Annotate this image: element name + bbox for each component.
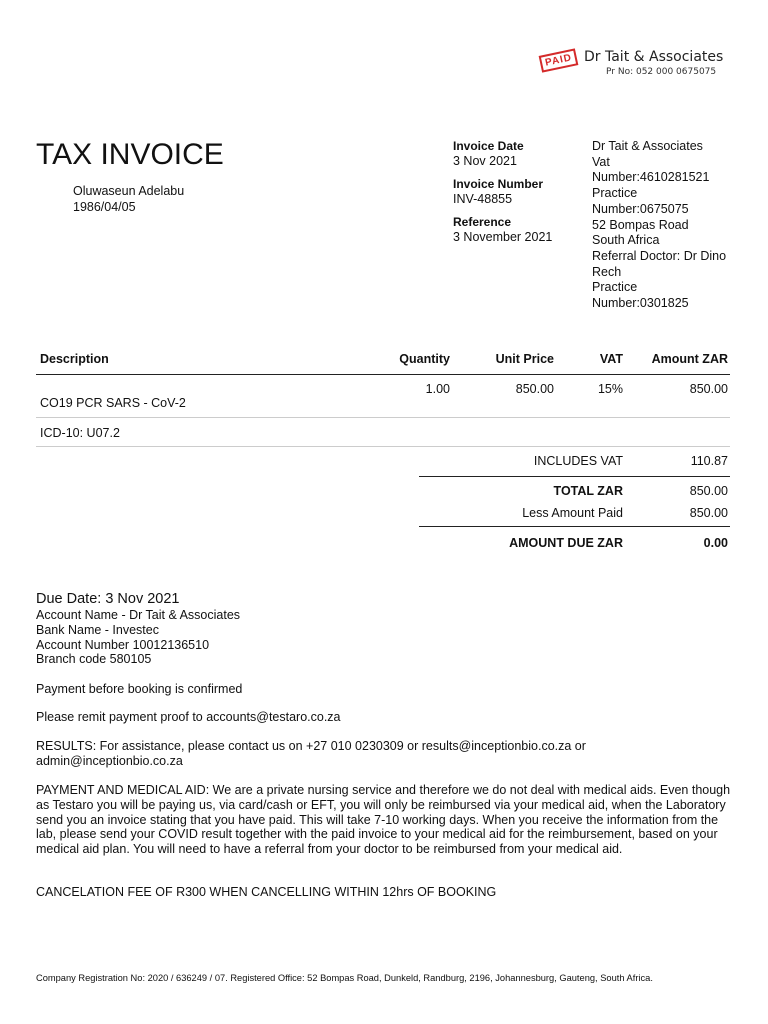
customer-block bbox=[73, 183, 184, 215]
line-items-header bbox=[36, 352, 730, 375]
row-amount: 850.00 bbox=[689, 382, 728, 396]
referral-practice-number: Practice Number:0301825 bbox=[592, 280, 689, 311]
logo-company-name: Dr Tait & Associates bbox=[584, 49, 724, 65]
company-logo bbox=[540, 46, 730, 82]
invoice-meta bbox=[453, 139, 552, 253]
header-unit-price: Unit Price bbox=[495, 352, 554, 366]
practice-name: Dr Tait & Associates bbox=[592, 139, 703, 153]
less-paid-label: Less Amount Paid bbox=[522, 506, 623, 520]
paid-stamp: PAID bbox=[539, 48, 579, 72]
header-quantity: Quantity bbox=[399, 352, 450, 366]
header-vat: VAT bbox=[599, 352, 623, 366]
practice-details bbox=[592, 139, 742, 312]
bank-details bbox=[36, 608, 240, 667]
booking-note: Payment before booking is confirmed bbox=[36, 682, 243, 696]
results-note: RESULTS: For assistance, please contact us on +27 010 0230309 or results@inceptionbio.co.za or admin@inceptionbio.co.za bbox=[36, 739, 586, 768]
invoice-number-value: INV-48855 bbox=[453, 192, 513, 206]
bank-name: Bank Name - Investec bbox=[36, 622, 159, 637]
row-unit-price: 850.00 bbox=[515, 382, 554, 396]
includes-vat-label: INCLUDES VAT bbox=[533, 454, 623, 468]
medical-aid-note: PAYMENT AND MEDICAL AID: We are a private nursing service and therefore we do not deal with medical aids. Even though as Testaro you will be paying us, via card/cash or EFT, you will only be reimbursed via your medical aid, when the Laboratory send you an invoice stating that you have paid. This will take 7-10 working days. When you receive the information from the lab, please send your COVID result together with the paid invoice to your medical aid for the reimbursement, based on your medical aid plan. You will need to have a referral from your doctor to be reimbursed from your medical aid. bbox=[36, 783, 731, 857]
account-name: Account Name - Dr Tait & Associates bbox=[36, 608, 241, 622]
customer-name: Oluwaseun Adelabu bbox=[73, 184, 185, 198]
total-value: 850.00 bbox=[689, 484, 728, 498]
total-label: TOTAL ZAR bbox=[553, 484, 623, 498]
practice-number: Practice Number:0675075 bbox=[592, 186, 689, 216]
includes-vat-value: 110.87 bbox=[690, 454, 728, 468]
reference-label: Reference bbox=[453, 215, 512, 229]
header-description: Description bbox=[40, 352, 109, 366]
reference-value: 3 November 2021 bbox=[453, 230, 553, 244]
vat-number: Vat Number:4610281521 bbox=[592, 154, 710, 185]
header-amount: Amount ZAR bbox=[651, 352, 728, 366]
icd-code: ICD-10: U07.2 bbox=[40, 426, 120, 440]
row-description: CO19 PCR SARS - CoV-2 bbox=[40, 396, 186, 410]
table-row bbox=[36, 418, 730, 447]
invoice-date-value: 3 Nov 2021 bbox=[453, 154, 517, 168]
amount-due-value: 0.00 bbox=[703, 536, 728, 550]
logo-practice-number: Pr No: 052 000 0675075 bbox=[606, 67, 717, 77]
company-registration-footer: Company Registration No: 2020 / 636249 / 07. Registered Office: 52 Bompas Road, Dunkeld, Randburg, 2196, Johannesburg, Gauteng, South Africa. bbox=[36, 973, 653, 983]
address-line-2: South Africa bbox=[592, 233, 660, 248]
row-vat: 15% bbox=[597, 382, 623, 396]
branch-code: Branch code 580105 bbox=[36, 652, 152, 667]
referral-doctor: Referral Doctor: Dr Dino Rech bbox=[592, 248, 727, 279]
amount-due-label: AMOUNT DUE ZAR bbox=[509, 536, 623, 550]
less-paid-value: 850.00 bbox=[689, 506, 728, 520]
account-number: Account Number 10012136510 bbox=[36, 637, 210, 652]
table-row bbox=[36, 380, 730, 418]
remit-note: Please remit payment proof to accounts@testaro.co.za bbox=[36, 710, 341, 724]
invoice-date-label: Invoice Date bbox=[453, 139, 524, 153]
address-line-1: 52 Bompas Road bbox=[592, 217, 689, 232]
due-date: Due Date: 3 Nov 2021 bbox=[36, 591, 180, 607]
row-quantity: 1.00 bbox=[425, 382, 450, 396]
customer-dob: 1986/04/05 bbox=[73, 200, 136, 214]
totals-divider bbox=[419, 476, 730, 477]
invoice-number-label: Invoice Number bbox=[453, 177, 544, 191]
cancellation-note: CANCELATION FEE OF R300 WHEN CANCELLING WITHIN 12hrs OF BOOKING bbox=[36, 885, 497, 899]
document-title: TAX INVOICE bbox=[36, 138, 224, 171]
totals-divider bbox=[419, 526, 730, 527]
